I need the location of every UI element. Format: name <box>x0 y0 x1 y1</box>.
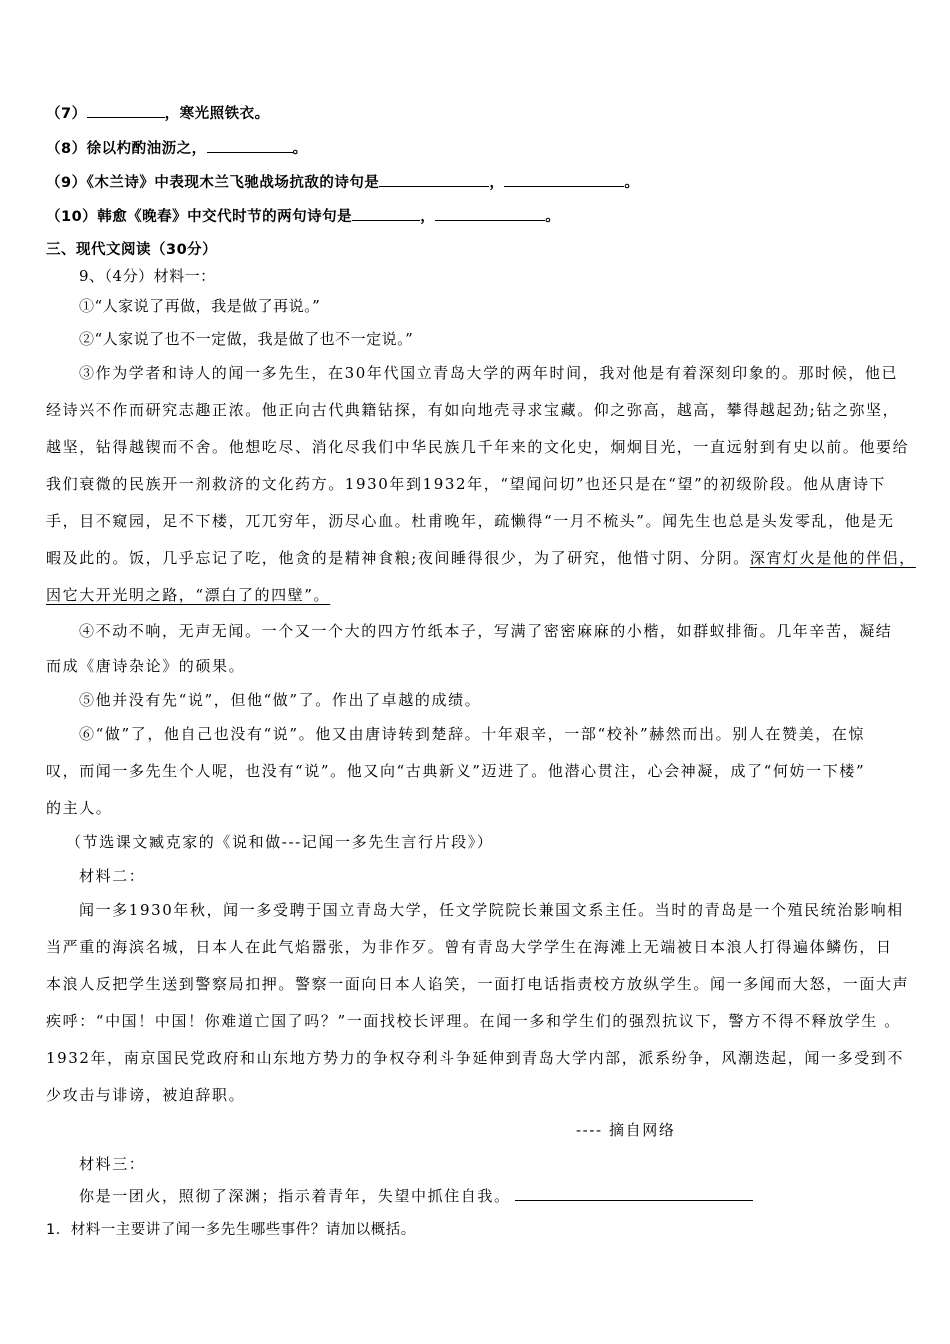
question-number: （10） <box>46 209 98 225</box>
material2-line-2: 当严重的海滨名城，日本人在此气焰嚣张，为非作歹。曾有青岛大学学生在海滩上无端被日本浪人打得遍体鳞伤，日 <box>46 938 893 956</box>
material1-source: （节选课文臧克家的《说和做---记闻一多先生言行片段》） <box>66 833 494 851</box>
material2-line-5: 1932年，南京国民党政府和山东地方势力的争权夺利斗争延伸到青岛大学内部，派系纷争，风潮迭起，闻一多受到不 <box>46 1049 904 1067</box>
material2-label: 材料二： <box>79 867 146 885</box>
answer-blank[interactable] <box>207 138 293 153</box>
question-8 <box>46 138 308 159</box>
sub-question-1: 1．材料一主要讲了闻一多先生哪些事件？请加以概括。 <box>46 1222 416 1238</box>
material1-para-6-line-3: 的主人。 <box>46 799 113 817</box>
material1-para-3-line-3: 越坚，钻得越锲而不舍。他想吃尽、消化尽我们中华民族几千年来的文化史，炯炯目光，一直远射到有史以前。他要给 <box>46 438 910 456</box>
question-9 <box>46 172 639 193</box>
material2-line-1: 闻一多1930年秋，闻一多受聘于国立青岛大学，任文学院院长兼国文系主任。当时的青岛是一个殖民统治影响相 <box>79 901 904 919</box>
question-number: （9） <box>46 175 87 191</box>
material2-source: ---- 摘自网络 <box>576 1121 676 1139</box>
material1-para-4-line-2: 而成《唐诗杂论》的硕果。 <box>46 657 246 675</box>
answer-blank[interactable] <box>515 1186 753 1201</box>
separator: ， <box>420 209 436 225</box>
material1-para-4-line-1: ④不动不响，无声无闻。一个又一个大的四方竹纸本子，写满了密密麻麻的小楷，如群蚁排衙。几年辛苦，凝结 <box>79 622 893 640</box>
question-number: （8） <box>46 141 87 157</box>
material1-para-3-line-4: 我们衰微的民族开一剂救济的文化药方。1930年到1932年，“望闻问切”也还只是在“望”的初级阶段。他从唐诗下 <box>46 475 887 493</box>
material1-para-2: ②“人家说了也不一定做，我是做了也不一定说。” <box>79 330 414 348</box>
material1-para-5: ⑤他并没有先“说”，但他“做”了。作出了卓越的成绩。 <box>79 691 482 709</box>
material3-label: 材料三： <box>79 1155 146 1173</box>
question-text: 韩愈《晚春》中交代时节的两句诗句是 <box>97 209 353 225</box>
answer-blank-1[interactable] <box>352 206 420 221</box>
para-text: 暇及此的。饭，几乎忘记了吃，他贪的是精神食粮;夜间睡得很少，为了研究，他惜寸阴、分阴。 <box>46 549 750 567</box>
answer-blank-2[interactable] <box>435 206 545 221</box>
material2-line-4: 疾呼：“中国！中国！你难道亡国了吗？”一面找校长评理。在闻一多和学生们的强烈抗议下，警方不得不释放学生 。 <box>46 1012 901 1030</box>
material1-para-3-line-5: 手，目不窥园，足不下楼，兀兀穷年，沥尽心血。杜甫晚年，疏懒得“一月不梳头”。闻先生也总是头发零乱，他是无 <box>46 512 895 530</box>
material1-para-3-line-2: 经诗兴不作而研究志趣正浓。他正向古代典籍钻探，有如向地壳寻求宝藏。仰之弥高，越高，攀得越起劲;钻之弥坚， <box>46 401 900 419</box>
answer-blank-1[interactable] <box>379 172 489 187</box>
separator: ， <box>489 175 505 191</box>
underlined-sentence-part-2: 因它大开光明之路，“漂白了的四壁”。 <box>46 586 331 604</box>
answer-blank-2[interactable] <box>504 172 624 187</box>
underlined-sentence-part-1: 深宵灯火是他的伴侣， <box>749 549 916 567</box>
section-title: 三、现代文阅读（30分） <box>46 242 218 258</box>
question-9-header: 9、（4分）材料一： <box>79 267 216 285</box>
material3-text <box>79 1186 753 1206</box>
question-text-end: 。 <box>292 141 308 157</box>
answer-blank[interactable] <box>87 103 165 118</box>
material1-para-3-line-1: ③作为学者和诗人的闻一多先生，在30年代国立青岛大学的两年时间，我对他是有着深刻印象的。那时候，他已 <box>79 364 899 382</box>
question-text: 徐以杓酌油沥之， <box>86 141 207 157</box>
question-text-end: 。 <box>624 175 640 191</box>
material2-line-6: 少攻击与诽谤，被迫辞职。 <box>46 1086 246 1104</box>
question-number: （7） <box>46 106 87 122</box>
question-text: ，寒光照铁衣。 <box>164 106 270 122</box>
material2-line-3: 本浪人反把学生送到警察局扣押。警察一面向日本人谄笑，一面打电话指责校方放纵学生。闻一多闻而大怒，一面大声 <box>46 975 910 993</box>
question-text: 《木兰诗》中表现木兰飞驰战场抗敌的诗句是 <box>86 175 380 191</box>
material1-para-6-line-2: 叹，而闻一多先生个人呢，也没有“说”。他又向“古典新义”迈进了。他潜心贯注，心会神凝，成了“何妨一下楼” <box>46 762 866 780</box>
question-text-end: 。 <box>545 209 561 225</box>
material3-quote: 你是一团火，照彻了深渊；指示着青年，失望中抓住自我。 <box>79 1187 511 1205</box>
question-7 <box>46 103 270 124</box>
material1-para-6-line-1: ⑥“做”了，他自己也没有“说”。他又由唐诗转到楚辞。十年艰辛，一部“校补”赫然而出。别人在赞美，在惊 <box>79 725 866 743</box>
question-10 <box>46 206 560 227</box>
material1-para-1: ①“人家说了再做，我是做了再说。” <box>79 297 321 315</box>
material1-para-3-line-6 <box>46 548 916 568</box>
